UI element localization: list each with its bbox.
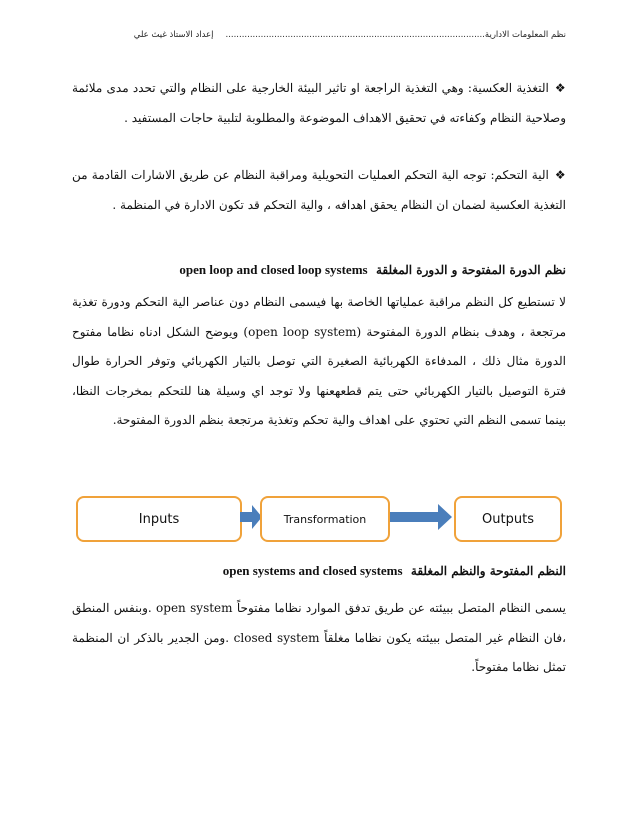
heading-arabic: النظم المفتوحة والنظم المغلقة [410,564,566,578]
section-heading-loops [72,260,566,280]
header-dot-leader: ................................................................................................ [225,30,485,40]
bullet-control [72,161,566,220]
system-flow-diagram [76,496,562,542]
header-course-title: نظم المعلومات الادارية [484,30,566,40]
heading-english: open loop and closed loop systems [179,262,368,277]
heading-english: open systems and closed systems [222,563,403,578]
bullet-term: التغذية العكسية: [467,81,549,95]
bullet-feedback [72,74,566,133]
section-heading-open-closed [72,561,566,581]
bullet-text: توجه الية التحكم العمليات التحويلية ومراقبة النظام عن طريق الاشارات القادمة من التغذية العكسية لضمان ان النظام يحقق اهدافه ، والية التحكم قد تكون الادارة في المنظمة . [72,168,566,212]
section-body-loops: لا تستطيع كل النظم مراقبة عملياتها الخاصة بها فيسمى النظام دون عناصر الية التحكم ودورة تغذية مرتجعة ، وهدف بنظام الدورة المفتوحة (open loop system) ويوضح الشكل ادناه نظاما مفتوح الدورة مثال ذلك ، المدفاءة الكهربائية الصغيرة التي توصل بالتيار الكهربائي وتوفر الحرارة طوال فترة التوصيل بالتيار الكهربائي حتى يتم قطعهعنها ولا توجد اي وسيلة هنا للتحكم بمخرجات النظا، بينما تسمى النظم التي تحتوي على اهداف والية تحكم وتغذية مرتجعة بنظم الدورة المفتوحة. [72,295,567,427]
header-author: إعداد الاستاذ غيث علي [133,30,214,40]
section-body-open-closed: يسمى النظام المتصل ببيئته عن طريق تدفق الموارد نظاما مفتوحاً open system .وبنفس المنطق ،فان النظام غير المتصل ببيئته يكون نظاما مغلقاً closed system .ومن الجدير بالذكر ان المنظمة تمثل نظاما مفتوحاً. [72,601,567,674]
heading-arabic: نظم الدورة المفتوحة و الدورة المغلقة [375,263,566,277]
diagram-node-transformation: Transformation [260,496,390,542]
right-arrow-icon [390,502,452,532]
page-header [72,30,566,40]
diamond-bullet-icon: ❖ [554,168,566,182]
right-arrow-icon [240,502,262,532]
diamond-bullet-icon: ❖ [554,81,566,95]
diagram-node-outputs: Outputs [454,496,562,542]
diagram-node-inputs: Inputs [76,496,242,542]
bullet-text: وهي التغذية الراجعة او تاثير البيئة الخارجية على النظام والتي تحدد مدى ملائمة وصلاحية النظام وكفاءته في تحقيق الاهداف الموضوعة والمطلوبة لتلبية حاجات المستفيد . [72,81,566,125]
bullet-term: الية التحكم: [490,168,549,182]
